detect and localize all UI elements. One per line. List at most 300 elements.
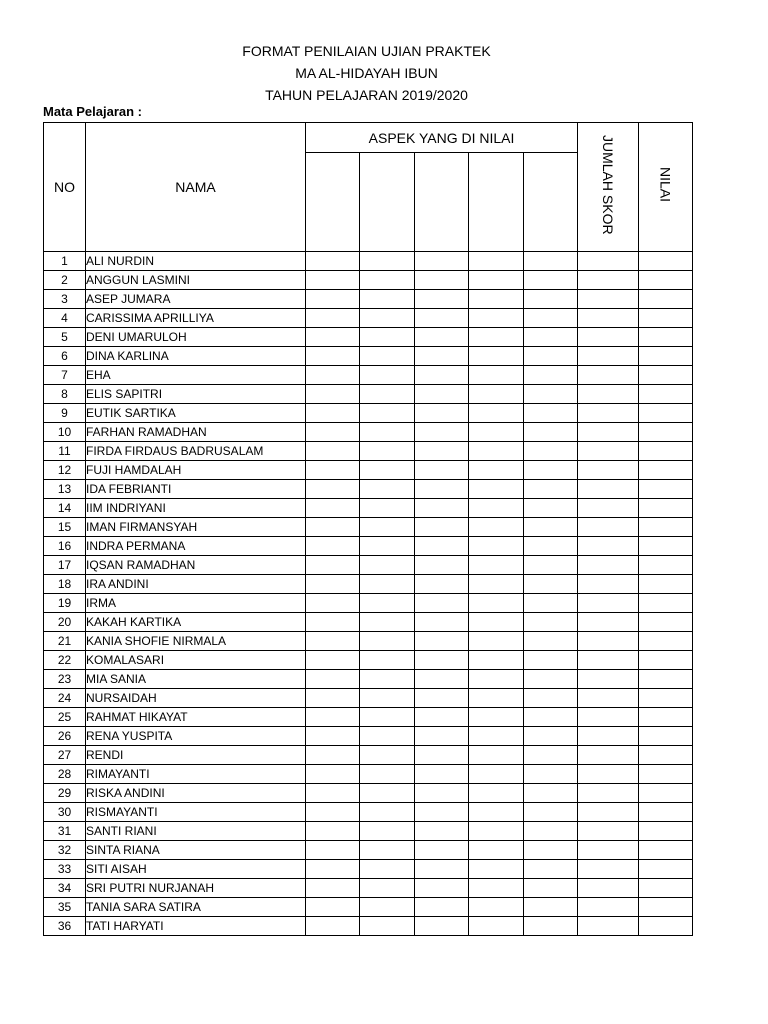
aspek-5-cell[interactable] [524,784,578,803]
jumlah-skor-cell[interactable] [578,746,639,765]
aspek-3-cell[interactable] [415,670,469,689]
aspek-5-cell[interactable] [524,670,578,689]
aspek-2-cell[interactable] [360,252,415,271]
aspek-2-cell[interactable] [360,689,415,708]
jumlah-skor-cell[interactable] [578,461,639,480]
nilai-cell[interactable] [639,423,693,442]
jumlah-skor-cell[interactable] [578,309,639,328]
jumlah-skor-cell[interactable] [578,670,639,689]
header-school: MA AL-HIDAYAH IBUN [295,65,438,81]
aspek-5-cell[interactable] [524,537,578,556]
aspek-4-cell[interactable] [469,347,524,366]
aspek-1-cell[interactable] [306,727,360,746]
aspek-2-cell[interactable] [360,632,415,651]
nilai-cell[interactable] [639,575,693,594]
aspek-2-cell[interactable] [360,328,415,347]
aspek-col-5[interactable] [524,153,578,252]
aspek-1-cell[interactable] [306,385,360,404]
jumlah-skor-cell[interactable] [578,404,639,423]
aspek-1-cell[interactable] [306,480,360,499]
aspek-1-cell[interactable] [306,613,360,632]
aspek-4-cell[interactable] [469,784,524,803]
row-number: 25 [44,708,86,727]
nilai-cell[interactable] [639,651,693,670]
aspek-5-cell[interactable] [524,366,578,385]
aspek-1-cell[interactable] [306,575,360,594]
student-name: RIMAYANTI [86,765,306,784]
aspek-3-cell[interactable] [415,822,469,841]
aspek-5-cell[interactable] [524,727,578,746]
aspek-5-cell[interactable] [524,461,578,480]
aspek-5-cell[interactable] [524,499,578,518]
aspek-5-cell[interactable] [524,879,578,898]
aspek-3-cell[interactable] [415,746,469,765]
aspek-4-cell[interactable] [469,252,524,271]
nilai-cell[interactable] [639,442,693,461]
row-number: 21 [44,632,86,651]
nilai-cell[interactable] [639,841,693,860]
aspek-3-cell[interactable] [415,879,469,898]
aspek-4-cell[interactable] [469,860,524,879]
aspek-3-cell[interactable] [415,594,469,613]
aspek-1-cell[interactable] [306,670,360,689]
aspek-5-cell[interactable] [524,860,578,879]
aspek-2-cell[interactable] [360,670,415,689]
jumlah-skor-cell[interactable] [578,879,639,898]
aspek-4-cell[interactable] [469,594,524,613]
table-row [44,879,693,898]
nilai-cell[interactable] [639,385,693,404]
nilai-cell[interactable] [639,917,693,936]
aspek-4-cell[interactable] [469,613,524,632]
jumlah-skor-cell[interactable] [578,803,639,822]
aspek-3-cell[interactable] [415,499,469,518]
aspek-4-cell[interactable] [469,442,524,461]
table-row [44,860,693,879]
aspek-5-cell[interactable] [524,765,578,784]
student-name: RENA YUSPITA [86,727,306,746]
aspek-3-cell[interactable] [415,385,469,404]
aspek-2-cell[interactable] [360,347,415,366]
nilai-cell[interactable] [639,613,693,632]
table-row [44,461,693,480]
row-number: 20 [44,613,86,632]
table-row [44,290,693,309]
aspek-3-cell[interactable] [415,860,469,879]
aspek-1-cell[interactable] [306,271,360,290]
student-name: SINTA RIANA [86,841,306,860]
aspek-2-cell[interactable] [360,841,415,860]
aspek-1-cell[interactable] [306,518,360,537]
aspek-3-cell[interactable] [415,727,469,746]
aspek-4-cell[interactable] [469,917,524,936]
jumlah-skor-cell[interactable] [578,271,639,290]
aspek-col-3[interactable] [415,153,469,252]
jumlah-skor-cell[interactable] [578,518,639,537]
row-number: 2 [44,271,86,290]
aspek-5-cell[interactable] [524,442,578,461]
nilai-cell[interactable] [639,746,693,765]
aspek-col-4[interactable] [469,153,524,252]
aspek-2-cell[interactable] [360,290,415,309]
aspek-3-cell[interactable] [415,651,469,670]
nilai-cell[interactable] [639,860,693,879]
aspek-4-cell[interactable] [469,537,524,556]
jumlah-skor-cell[interactable] [578,252,639,271]
nilai-cell[interactable] [639,708,693,727]
nilai-cell[interactable] [639,404,693,423]
aspek-3-cell[interactable] [415,290,469,309]
aspek-2-cell[interactable] [360,575,415,594]
aspek-2-cell[interactable] [360,461,415,480]
aspek-4-cell[interactable] [469,841,524,860]
aspek-1-cell[interactable] [306,309,360,328]
aspek-4-cell[interactable] [469,575,524,594]
aspek-4-cell[interactable] [469,480,524,499]
nilai-cell[interactable] [639,898,693,917]
nilai-cell[interactable] [639,537,693,556]
nilai-cell[interactable] [639,765,693,784]
aspek-1-cell[interactable] [306,366,360,385]
aspek-3-cell[interactable] [415,917,469,936]
aspek-4-cell[interactable] [469,727,524,746]
aspek-5-cell[interactable] [524,898,578,917]
header-nilai: NILAI [657,166,674,202]
jumlah-skor-cell[interactable] [578,347,639,366]
aspek-2-cell[interactable] [360,879,415,898]
aspek-5-cell[interactable] [524,385,578,404]
aspek-5-cell[interactable] [524,575,578,594]
table-row [44,822,693,841]
aspek-5-cell[interactable] [524,632,578,651]
aspek-4-cell[interactable] [469,708,524,727]
jumlah-skor-cell[interactable] [578,689,639,708]
aspek-5-cell[interactable] [524,651,578,670]
aspek-1-cell[interactable] [306,917,360,936]
jumlah-skor-cell[interactable] [578,651,639,670]
student-name: SRI PUTRI NURJANAH [86,879,306,898]
nilai-cell[interactable] [639,879,693,898]
aspek-1-cell[interactable] [306,841,360,860]
aspek-1-cell[interactable] [306,765,360,784]
aspek-1-cell[interactable] [306,784,360,803]
aspek-3-cell[interactable] [415,518,469,537]
aspek-2-cell[interactable] [360,271,415,290]
student-name: CARISSIMA APRILLIYA [86,309,306,328]
nilai-cell[interactable] [639,271,693,290]
aspek-col-1[interactable] [306,153,360,252]
aspek-1-cell[interactable] [306,556,360,575]
aspek-4-cell[interactable] [469,385,524,404]
aspek-5-cell[interactable] [524,347,578,366]
jumlah-skor-cell[interactable] [578,328,639,347]
nilai-cell[interactable] [639,347,693,366]
aspek-1-cell[interactable] [306,708,360,727]
aspek-col-2[interactable] [360,153,415,252]
nilai-cell[interactable] [639,670,693,689]
nilai-cell[interactable] [639,784,693,803]
aspek-4-cell[interactable] [469,746,524,765]
aspek-5-cell[interactable] [524,328,578,347]
aspek-4-cell[interactable] [469,423,524,442]
aspek-3-cell[interactable] [415,461,469,480]
aspek-1-cell[interactable] [306,290,360,309]
nilai-cell[interactable] [639,252,693,271]
aspek-5-cell[interactable] [524,556,578,575]
aspek-1-cell[interactable] [306,442,360,461]
jumlah-skor-cell[interactable] [578,708,639,727]
nilai-cell[interactable] [639,727,693,746]
row-number: 23 [44,670,86,689]
jumlah-skor-cell[interactable] [578,366,639,385]
jumlah-skor-cell[interactable] [578,385,639,404]
jumlah-skor-cell[interactable] [578,556,639,575]
aspek-4-cell[interactable] [469,461,524,480]
jumlah-skor-cell[interactable] [578,290,639,309]
table-row [44,613,693,632]
aspek-4-cell[interactable] [469,632,524,651]
nilai-cell[interactable] [639,366,693,385]
jumlah-skor-cell[interactable] [578,594,639,613]
aspek-2-cell[interactable] [360,898,415,917]
jumlah-skor-cell[interactable] [578,575,639,594]
student-name: RISMAYANTI [86,803,306,822]
aspek-3-cell[interactable] [415,404,469,423]
jumlah-skor-cell[interactable] [578,727,639,746]
jumlah-skor-cell[interactable] [578,898,639,917]
aspek-1-cell[interactable] [306,879,360,898]
aspek-1-cell[interactable] [306,328,360,347]
nilai-cell[interactable] [639,309,693,328]
nilai-cell[interactable] [639,632,693,651]
aspek-1-cell[interactable] [306,537,360,556]
aspek-2-cell[interactable] [360,499,415,518]
aspek-4-cell[interactable] [469,670,524,689]
row-number: 28 [44,765,86,784]
aspek-5-cell[interactable] [524,252,578,271]
aspek-5-cell[interactable] [524,803,578,822]
aspek-1-cell[interactable] [306,822,360,841]
student-name: EUTIK SARTIKA [86,404,306,423]
jumlah-skor-cell[interactable] [578,480,639,499]
nilai-cell[interactable] [639,499,693,518]
aspek-3-cell[interactable] [415,423,469,442]
aspek-1-cell[interactable] [306,594,360,613]
aspek-3-cell[interactable] [415,309,469,328]
aspek-2-cell[interactable] [360,917,415,936]
student-name: FIRDA FIRDAUS BADRUSALAM [86,442,306,461]
jumlah-skor-cell[interactable] [578,442,639,461]
aspek-3-cell[interactable] [415,366,469,385]
aspek-2-cell[interactable] [360,518,415,537]
table-row [44,518,693,537]
jumlah-skor-cell[interactable] [578,765,639,784]
aspek-4-cell[interactable] [469,879,524,898]
jumlah-skor-cell[interactable] [578,423,639,442]
aspek-1-cell[interactable] [306,461,360,480]
jumlah-skor-cell[interactable] [578,784,639,803]
jumlah-skor-cell[interactable] [578,537,639,556]
aspek-2-cell[interactable] [360,480,415,499]
aspek-1-cell[interactable] [306,746,360,765]
aspek-4-cell[interactable] [469,271,524,290]
aspek-1-cell[interactable] [306,499,360,518]
aspek-2-cell[interactable] [360,556,415,575]
aspek-4-cell[interactable] [469,499,524,518]
aspek-2-cell[interactable] [360,746,415,765]
aspek-5-cell[interactable] [524,746,578,765]
nilai-cell[interactable] [639,689,693,708]
aspek-3-cell[interactable] [415,442,469,461]
jumlah-skor-cell[interactable] [578,822,639,841]
aspek-3-cell[interactable] [415,271,469,290]
aspek-1-cell[interactable] [306,252,360,271]
aspek-2-cell[interactable] [360,651,415,670]
header-year: TAHUN PELAJARAN 2019/2020 [265,87,468,103]
aspek-3-cell[interactable] [415,784,469,803]
aspek-5-cell[interactable] [524,594,578,613]
aspek-4-cell[interactable] [469,518,524,537]
table-row [44,689,693,708]
aspek-2-cell[interactable] [360,784,415,803]
aspek-2-cell[interactable] [360,860,415,879]
aspek-5-cell[interactable] [524,708,578,727]
row-number: 31 [44,822,86,841]
aspek-1-cell[interactable] [306,651,360,670]
aspek-2-cell[interactable] [360,309,415,328]
student-name: ANGGUN LASMINI [86,271,306,290]
nilai-cell[interactable] [639,803,693,822]
aspek-2-cell[interactable] [360,537,415,556]
aspek-5-cell[interactable] [524,689,578,708]
aspek-1-cell[interactable] [306,423,360,442]
aspek-4-cell[interactable] [469,898,524,917]
aspek-5-cell[interactable] [524,822,578,841]
aspek-1-cell[interactable] [306,898,360,917]
table-row [44,803,693,822]
aspek-3-cell[interactable] [415,556,469,575]
row-number: 18 [44,575,86,594]
aspek-4-cell[interactable] [469,803,524,822]
aspek-2-cell[interactable] [360,613,415,632]
aspek-2-cell[interactable] [360,803,415,822]
aspek-4-cell[interactable] [469,366,524,385]
aspek-4-cell[interactable] [469,822,524,841]
aspek-3-cell[interactable] [415,537,469,556]
row-number: 29 [44,784,86,803]
nilai-cell[interactable] [639,822,693,841]
row-number: 4 [44,309,86,328]
aspek-4-cell[interactable] [469,328,524,347]
aspek-5-cell[interactable] [524,290,578,309]
aspek-5-cell[interactable] [524,309,578,328]
student-name: SITI AISAH [86,860,306,879]
student-name: FARHAN RAMADHAN [86,423,306,442]
aspek-3-cell[interactable] [415,252,469,271]
aspek-1-cell[interactable] [306,689,360,708]
aspek-2-cell[interactable] [360,385,415,404]
aspek-2-cell[interactable] [360,594,415,613]
aspek-2-cell[interactable] [360,765,415,784]
aspek-2-cell[interactable] [360,423,415,442]
aspek-3-cell[interactable] [415,480,469,499]
header-no: NO [44,123,86,252]
nilai-cell[interactable] [639,518,693,537]
nilai-cell[interactable] [639,480,693,499]
aspek-2-cell[interactable] [360,708,415,727]
aspek-5-cell[interactable] [524,404,578,423]
nilai-cell[interactable] [639,290,693,309]
aspek-2-cell[interactable] [360,822,415,841]
aspek-4-cell[interactable] [469,309,524,328]
aspek-5-cell[interactable] [524,423,578,442]
aspek-5-cell[interactable] [524,518,578,537]
student-name: SANTI RIANI [86,822,306,841]
aspek-3-cell[interactable] [415,613,469,632]
aspek-2-cell[interactable] [360,442,415,461]
nilai-cell[interactable] [639,328,693,347]
aspek-1-cell[interactable] [306,860,360,879]
aspek-1-cell[interactable] [306,404,360,423]
aspek-3-cell[interactable] [415,803,469,822]
aspek-4-cell[interactable] [469,651,524,670]
aspek-2-cell[interactable] [360,366,415,385]
aspek-2-cell[interactable] [360,404,415,423]
aspek-4-cell[interactable] [469,290,524,309]
jumlah-skor-cell[interactable] [578,860,639,879]
aspek-5-cell[interactable] [524,271,578,290]
student-name: ALI NURDIN [86,252,306,271]
aspek-4-cell[interactable] [469,689,524,708]
row-number: 15 [44,518,86,537]
jumlah-skor-cell[interactable] [578,499,639,518]
jumlah-skor-cell[interactable] [578,632,639,651]
aspek-5-cell[interactable] [524,613,578,632]
aspek-3-cell[interactable] [415,708,469,727]
aspek-4-cell[interactable] [469,765,524,784]
nilai-cell[interactable] [639,594,693,613]
row-number: 6 [44,347,86,366]
aspek-3-cell[interactable] [415,575,469,594]
aspek-5-cell[interactable] [524,841,578,860]
aspek-3-cell[interactable] [415,841,469,860]
aspek-3-cell[interactable] [415,632,469,651]
aspek-4-cell[interactable] [469,404,524,423]
nilai-cell[interactable] [639,461,693,480]
aspek-2-cell[interactable] [360,727,415,746]
aspek-5-cell[interactable] [524,480,578,499]
aspek-3-cell[interactable] [415,328,469,347]
jumlah-skor-cell[interactable] [578,613,639,632]
table-row [44,385,693,404]
aspek-3-cell[interactable] [415,898,469,917]
aspek-5-cell[interactable] [524,917,578,936]
jumlah-skor-cell[interactable] [578,917,639,936]
jumlah-skor-cell[interactable] [578,841,639,860]
student-name: DINA KARLINA [86,347,306,366]
aspek-1-cell[interactable] [306,803,360,822]
aspek-1-cell[interactable] [306,347,360,366]
aspek-3-cell[interactable] [415,765,469,784]
table-row [44,347,693,366]
table-row [44,784,693,803]
nilai-cell[interactable] [639,556,693,575]
student-name: IDA FEBRIANTI [86,480,306,499]
aspek-3-cell[interactable] [415,689,469,708]
aspek-3-cell[interactable] [415,347,469,366]
aspek-4-cell[interactable] [469,556,524,575]
aspek-1-cell[interactable] [306,632,360,651]
